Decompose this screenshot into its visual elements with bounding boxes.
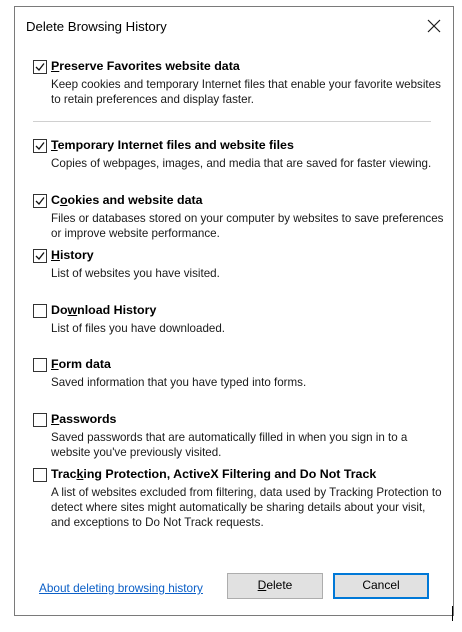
- checkmark-icon: [35, 141, 45, 151]
- cancel-button[interactable]: Cancel: [333, 573, 429, 599]
- title-bar: [15, 7, 453, 45]
- temporary-files-description: Copies of webpages, images, and media that are saved for faster viewing.: [51, 157, 432, 170]
- checkmark-icon: [35, 251, 45, 261]
- delete-browsing-history-dialog: [14, 6, 454, 616]
- form-data-description: Saved information that you have typed into forms.: [51, 376, 307, 389]
- download-history-label[interactable]: Download History: [51, 303, 157, 317]
- passwords-label[interactable]: Passwords: [51, 412, 117, 426]
- divider: [33, 121, 431, 122]
- form-data-label[interactable]: Form data: [51, 357, 111, 371]
- tracking-protection-checkbox[interactable]: [33, 468, 47, 482]
- form-data-checkbox[interactable]: [33, 358, 47, 372]
- dialog-title: Delete Browsing History: [26, 19, 167, 34]
- preserve-favorites-label[interactable]: Preserve Favorites website data: [51, 59, 240, 73]
- close-icon: [421, 13, 447, 39]
- delete-button[interactable]: Delete: [227, 573, 323, 599]
- passwords-description: Saved passwords that are automatically filled in when you sign in to a website you've previously visited.: [51, 431, 408, 459]
- checkmark-icon: [35, 196, 45, 206]
- tracking-protection-label[interactable]: Tracking Protection, ActiveX Filtering and Do Not Track: [51, 467, 377, 481]
- tracking-protection-description: A list of websites excluded from filtering, data used by Tracking Protection to detect where sites might automatically be sharing details about your visit, and exceptions to Do Not Track requests.: [51, 486, 442, 529]
- cookies-checkbox[interactable]: [33, 194, 47, 208]
- history-checkbox[interactable]: [33, 249, 47, 263]
- cursor-mark: [452, 606, 453, 621]
- temporary-files-checkbox[interactable]: [33, 139, 47, 153]
- temporary-files-label[interactable]: Temporary Internet files and website files: [51, 138, 294, 152]
- download-history-description: List of files you have downloaded.: [51, 322, 226, 335]
- close-button[interactable]: [421, 13, 447, 39]
- cookies-description: Files or databases stored on your computer by websites to save preferences or improve website performance.: [51, 212, 444, 240]
- preserve-favorites-description: Keep cookies and temporary Internet files that enable your favorite websites to retain preferences and display faster.: [51, 78, 441, 106]
- checkmark-icon: [35, 62, 45, 72]
- passwords-checkbox[interactable]: [33, 413, 47, 427]
- cookies-label[interactable]: Cookies and website data: [51, 193, 203, 207]
- about-deleting-history-link[interactable]: About deleting browsing history: [39, 581, 203, 595]
- preserve-favorites-checkbox[interactable]: [33, 60, 47, 74]
- download-history-checkbox[interactable]: [33, 304, 47, 318]
- history-description: List of websites you have visited.: [51, 267, 220, 280]
- history-label[interactable]: History: [51, 248, 94, 262]
